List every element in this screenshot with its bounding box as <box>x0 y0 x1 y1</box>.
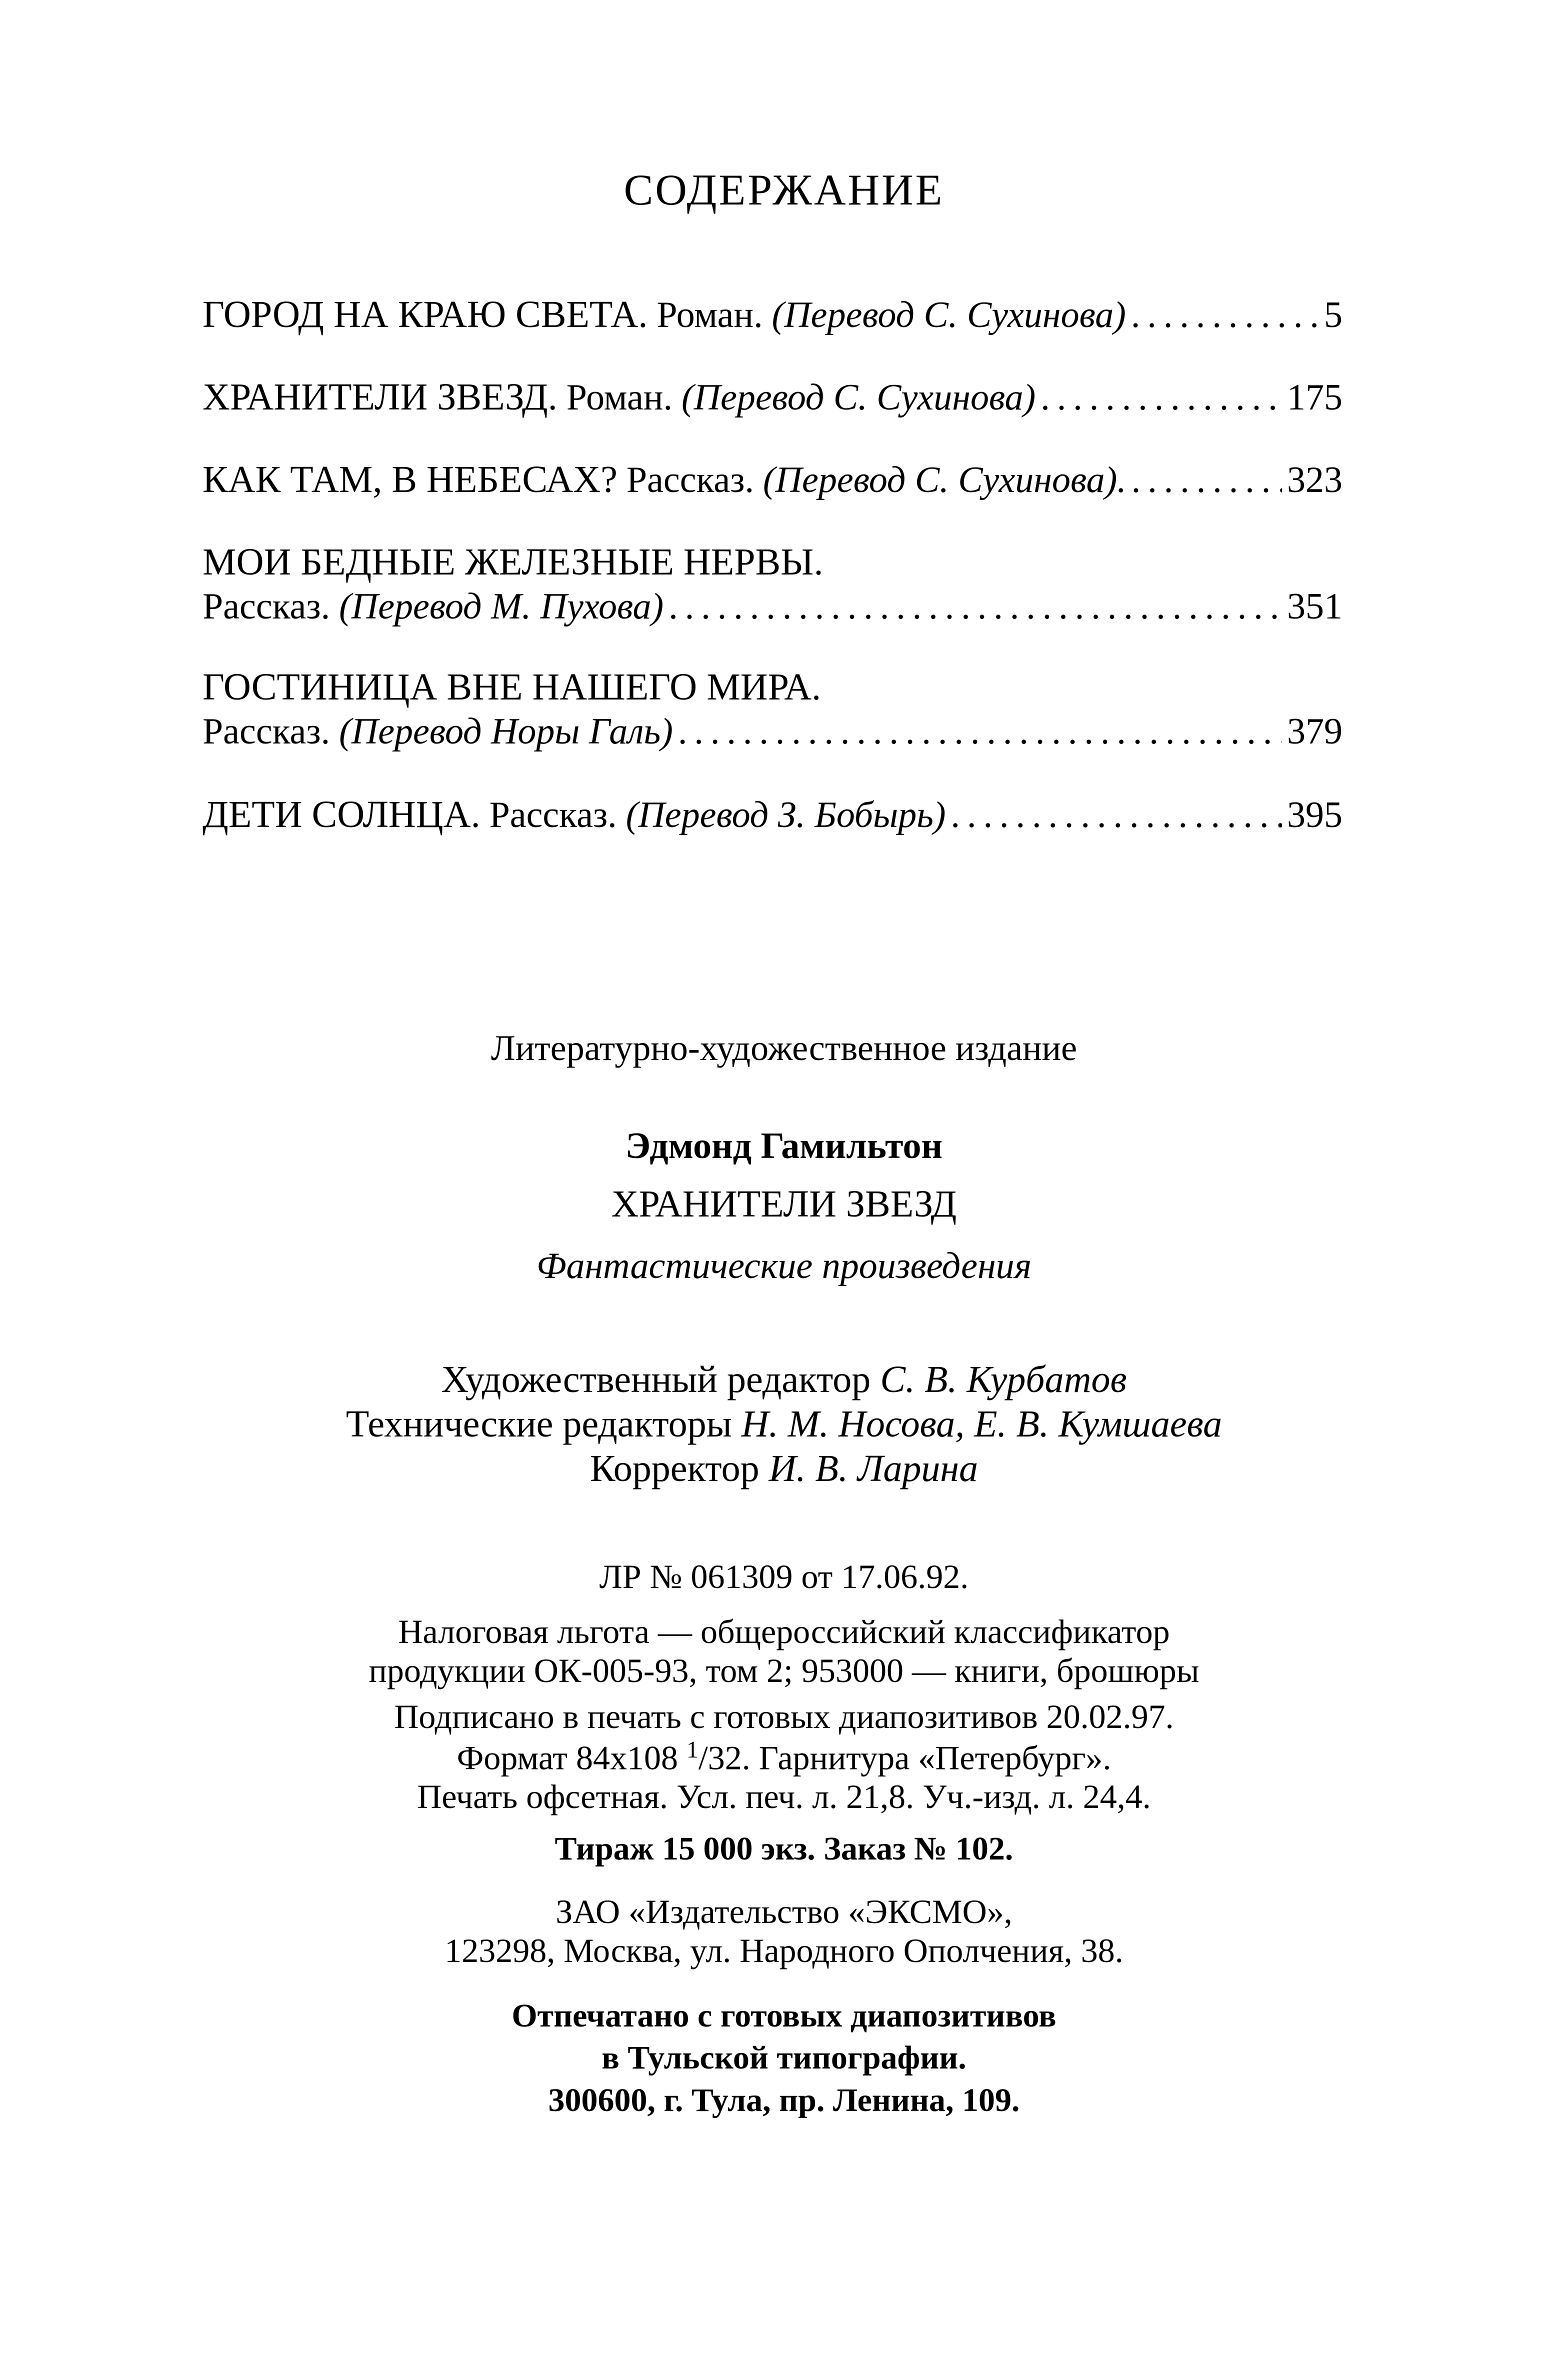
format-fraction-den: /32 <box>698 1738 742 1777</box>
toc-leader-dots <box>1040 376 1282 420</box>
toc-line <box>202 585 1342 628</box>
toc-line <box>202 292 1342 338</box>
credit-name: Н. М. Носова, Е. В. Кумшаева <box>741 1402 1222 1445</box>
toc-entry-translation: (Перевод С. Сухинова). <box>762 460 1126 500</box>
publication-type: Литературно-художественное издание <box>490 1028 1078 1068</box>
toc-line <box>202 375 1342 420</box>
format-fraction-num: 1 <box>686 1736 698 1763</box>
toc-entry-title: МОИ БЕДНЫЕ ЖЕЛЕЗНЫЕ НЕРВЫ. <box>202 541 824 583</box>
toc-line <box>202 710 1342 754</box>
printer-line: в Тульской типографии. <box>602 2040 966 2076</box>
author-name: Эдмонд Гамильтон <box>625 1126 943 1166</box>
credit-name: С. В. Курбатов <box>880 1358 1127 1400</box>
toc-entry-page: 5 <box>1324 294 1342 336</box>
signed-line: Подписано в печать с готовых диапозитивов 20.02.97. <box>394 1698 1174 1736</box>
toc-entry-translation: (Перевод М. Пухова) <box>339 586 664 627</box>
toc-entry-genre: Рассказ. <box>489 794 617 836</box>
toc-entry-page: 175 <box>1287 377 1342 418</box>
print-line: Печать офсетная. Усл. печ. л. 21,8. Уч.-изд. л. 24,4. <box>417 1777 1151 1816</box>
license-number: ЛР № 061309 от 17.06.92. <box>599 1558 969 1596</box>
format-suffix: . Гарнитура «Петербург». <box>742 1738 1112 1777</box>
toc-entry-page: 379 <box>1287 710 1342 752</box>
toc-entry-title: ХРАНИТЕЛИ ЗВЕЗД. <box>202 376 558 418</box>
printer-line: Отпечатано с готовых диапозитивов <box>512 1998 1056 2034</box>
tax-line: Налоговая льгота — общероссийский классификатор <box>398 1612 1170 1650</box>
toc-line <box>202 458 1342 502</box>
toc-entry-genre: Роман. <box>566 377 672 418</box>
toc-leader-dots <box>951 794 1282 837</box>
toc-entry-page: 351 <box>1287 586 1342 627</box>
toc-entry-title: ГОРОД НА КРАЮ СВЕТА. <box>202 294 648 336</box>
credit-name: И. В. Ларина <box>768 1447 978 1490</box>
toc-leader-dots <box>1131 294 1319 337</box>
toc-leader-dots <box>1132 458 1282 502</box>
publisher-info <box>0 1892 1568 1970</box>
credit-line <box>0 1446 1568 1491</box>
toc-entry <box>202 540 1342 628</box>
contents-title: СОДЕРЖАНИЕ <box>624 166 944 214</box>
toc-entry-genre: Рассказ. <box>202 586 330 627</box>
toc-entry-genre: Роман. <box>656 294 763 336</box>
credit-role: Корректор <box>590 1447 760 1490</box>
toc-entry <box>202 458 1342 502</box>
toc-entry-translation: (Перевод З. Бобырь) <box>626 794 946 836</box>
toc-entry-title: ГОСТИНИЦА ВНЕ НАШЕГО МИРА. <box>202 666 822 708</box>
toc-entry-translation: (Перевод Норы Галь) <box>339 710 673 752</box>
printer-info <box>0 1995 1568 2122</box>
toc-entry <box>202 292 1342 338</box>
print-run: Тираж 15 000 экз. Заказ № 102. <box>554 1830 1014 1867</box>
credit-role: Художественный редактор <box>441 1358 871 1400</box>
publisher-line: ЗАО «Издательство «ЭКСМО», <box>556 1892 1012 1930</box>
toc-line <box>202 792 1342 838</box>
printer-line: 300600, г. Тула, пр. Ленина, 109. <box>548 2082 1020 2118</box>
tax-line: продукции ОК-005-93, том 2; 953000 — книги, брошюры <box>368 1651 1200 1690</box>
format-line <box>0 1736 1568 1778</box>
toc-leader-dots <box>678 710 1282 754</box>
toc-entry-translation: (Перевод С. Сухинова) <box>772 294 1126 336</box>
toc-entry-genre: Рассказ. <box>626 460 754 500</box>
toc-entry-genre: Рассказ. <box>202 710 330 752</box>
toc-entry-title: ДЕТИ СОЛНЦА. <box>202 794 480 836</box>
tax-info <box>0 1612 1568 1690</box>
format-prefix: Формат 84x108 <box>456 1738 678 1777</box>
credit-role: Технические редакторы <box>346 1402 732 1445</box>
toc-entry-page: 395 <box>1287 794 1342 836</box>
toc-leader-dots <box>668 585 1282 628</box>
toc-entry <box>202 665 1342 754</box>
toc-entry-translation: (Перевод С. Сухинова) <box>681 377 1036 418</box>
publisher-line: 123298, Москва, ул. Народного Ополчения, 38. <box>444 1931 1124 1970</box>
book-title: ХРАНИТЕЛИ ЗВЕЗД <box>611 1183 957 1225</box>
credits <box>0 1358 1568 1491</box>
toc-entry-title: КАК ТАМ, В НЕБЕСАХ? <box>202 458 618 500</box>
toc-entry <box>202 792 1342 838</box>
toc-entry-page: 323 <box>1287 460 1342 500</box>
book-subtitle: Фантастические произведения <box>536 1246 1032 1286</box>
credit-line <box>0 1358 1568 1402</box>
toc-entry <box>202 375 1342 420</box>
print-details <box>0 1698 1568 1816</box>
credit-line <box>0 1402 1568 1446</box>
